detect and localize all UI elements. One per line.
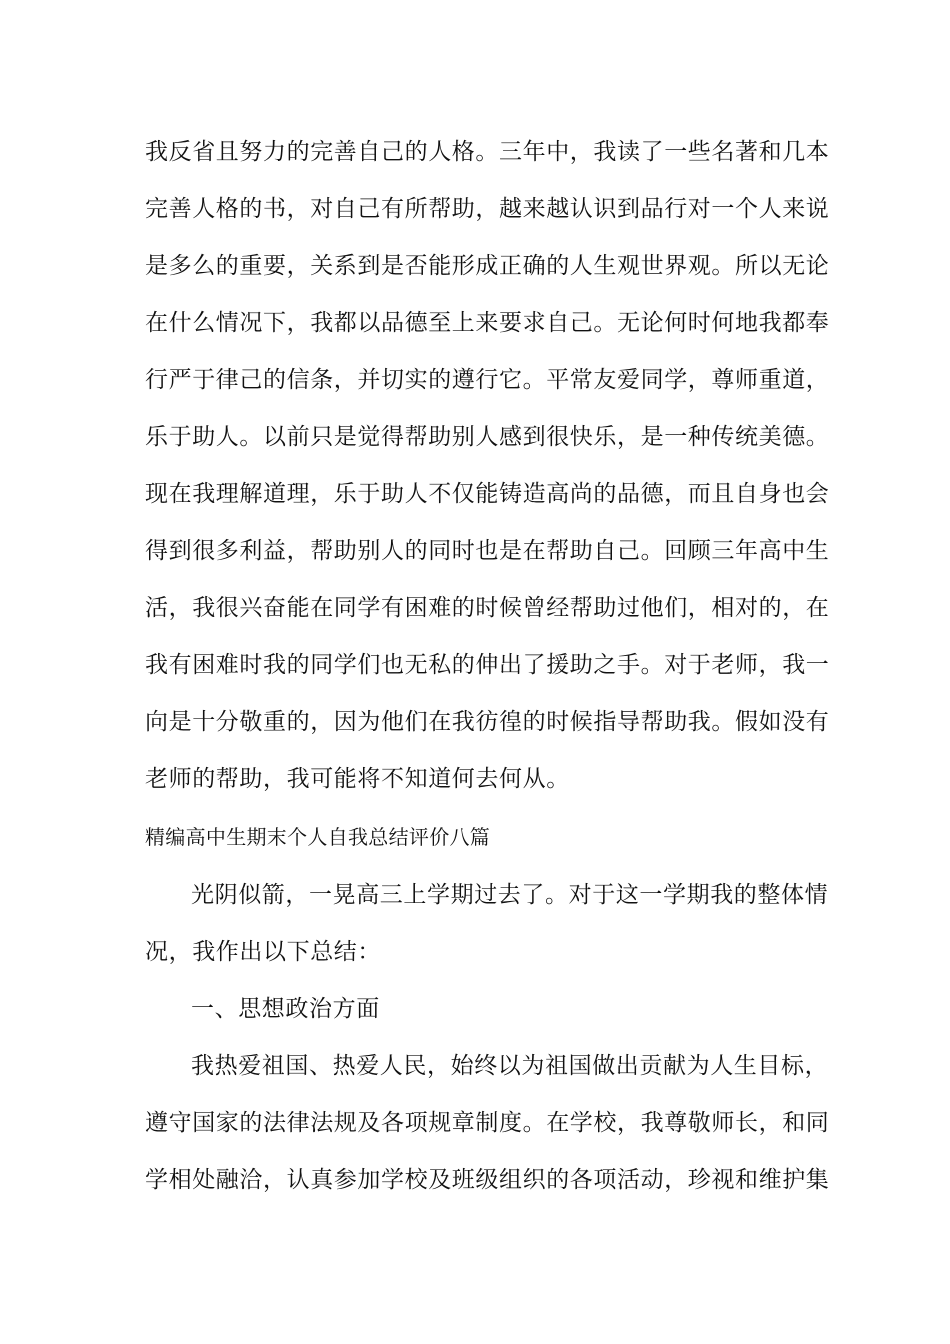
paragraph-line: 乐于助人。以前只是觉得帮助别人感到很快乐，是一种传统美德。: [145, 424, 830, 450]
paragraph-line: 我有困难时我的同学们也无私的伸出了援助之手。对于老师，我一: [145, 652, 830, 678]
paragraph-line: 现在我理解道理，乐于助人不仅能铸造高尚的品德，而且自身也会: [145, 481, 830, 507]
paragraph-line: 行严于律己的信条，并切实的遵行它。平常友爱同学，尊师重道，: [145, 367, 830, 393]
paragraph-line: 向是十分敬重的，因为他们在我彷徨的时候指导帮助我。假如没有: [145, 709, 830, 735]
paragraph-line: 活，我很兴奋能在同学有困难的时候曾经帮助过他们，相对的，在: [145, 595, 830, 621]
paragraph-line: 老师的帮助，我可能将不知道何去何从。: [145, 766, 570, 792]
paragraph-line: 得到很多利益，帮助别人的同时也是在帮助自己。回顾三年高中生: [145, 538, 830, 564]
paragraph-line: 是多么的重要，关系到是否能形成正确的人生观世界观。所以无论: [145, 253, 830, 279]
section-body-line: 学相处融洽，认真参加学校及班级组织的各项活动，珍视和维护集: [145, 1167, 830, 1193]
section-body-line: 遵守国家的法律法规及各项规章制度。在学校，我尊敬师长，和同: [145, 1110, 830, 1136]
paragraph-line: 我反省且努力的完善自己的人格。三年中，我读了一些名著和几本: [145, 139, 830, 165]
paragraph-line: 完善人格的书，对自己有所帮助，越来越认识到品行对一个人来说: [145, 196, 830, 222]
section-body-line: 我热爱祖国、热爱人民，始终以为祖国做出贡献为人生目标，: [191, 1053, 829, 1079]
paragraph-line: 在什么情况下，我都以品德至上来要求自己。无论何时何地我都奉: [145, 310, 830, 336]
intro-line: 况，我作出以下总结：: [145, 939, 381, 965]
intro-line: 光阴似箭，一晃高三上学期过去了。对于这一学期我的整体情: [191, 882, 829, 908]
article-heading: 精编高中生期末个人自我总结评价八篇: [145, 825, 491, 849]
document-body: [145, 0, 830, 1344]
section-title: 一、思想政治方面: [191, 996, 380, 1022]
